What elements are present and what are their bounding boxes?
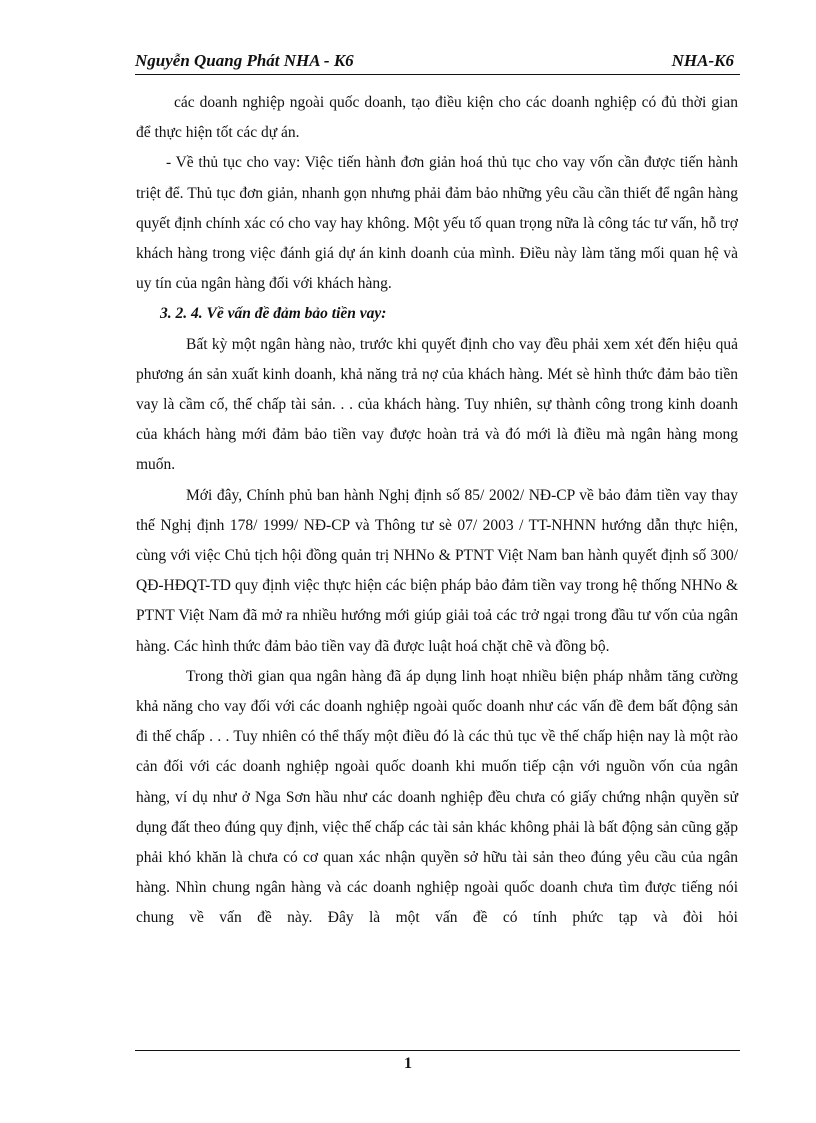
paragraph-5: Trong thời gian qua ngân hàng đã áp dụng linh hoạt nhiều biện pháp nhằm tăng cường khả năng cho vay đối với các doanh nghiệp ngoài quốc doanh như các vấn đề đem bất động sản đi thế chấp . . . Tuy nhiên có thể thấy một điều đó là các thủ tục về thế chấp hiện nay là một rào cản đối với các doanh nghiệp ngoài quốc doanh khi muốn tiếp cận với nguồn vốn của ngân hàng, ví dụ như ở Nga Sơn hầu như các doanh nghiệp đều chưa có giấy chứng nhận quyền sử dụng đất theo đúng quy định, việc thế chấp các tài sản khác không phải là bất động sản cũng gặp phải khó khăn là chưa có cơ quan xác nhận quyền sở hữu tài sản theo đúng yêu cầu của ngân hàng. Nhìn chung ngân hàng và các doanh nghiệp ngoài quốc doanh chưa tìm được tiếng nói chung về vấn đề này. Đây là một vấn đề có tính phức tạp và đòi hỏi xyxy=(136,667,738,927)
header-author: Nguyễn Quang Phát NHA - K6 xyxy=(135,51,354,70)
header-code: NHA-K6 xyxy=(671,51,734,70)
footer-divider xyxy=(135,1050,740,1051)
page-number: 1 xyxy=(404,1055,412,1072)
paragraph-2: - Về thủ tục cho vay: Việc tiến hành đơn giản hoá thủ tục cho vay vốn cần được tiến hành triệt để. Thủ tục đơn giản, nhanh gọn nhưng phải đảm bảo những yêu cầu cần thiết để ngân hàng quyết định chính xác có cho vay hay không. Một yếu tố quan trọng nữa là công tác tư vấn, hỗ trợ khách hàng trong việc đánh giá dự án kinh doanh của mình. Điều này làm tăng mối quan hệ và uy tín của ngân hàng đối với khách hàng. xyxy=(136,154,738,293)
paragraph-3: Bất kỳ một ngân hàng nào, trước khi quyết định cho vay đều phải xem xét đến hiệu quả phương án sản xuất kinh doanh, khả năng trả nợ của khách hàng. Mét sè hình thức đảm bảo tiền vay là cầm cố, thế chấp tài sản. . . của khách hàng. Tuy nhiên, sự thành công trong kinh doanh của khách hàng mới đảm bảo tiền vay được hoàn trả và đó mới là điều mà ngân hàng mong muốn. xyxy=(136,335,738,474)
section-heading: 3. 2. 4. Về vấn đề đảm bảo tiền vay: xyxy=(160,305,387,323)
document-body xyxy=(136,88,738,934)
paragraph-1: các doanh nghiệp ngoài quốc doanh, tạo điều kiện cho các doanh nghiệp có đủ thời gian để thực hiện tốt các dự án. xyxy=(136,94,738,142)
paragraph-4: Mới đây, Chính phủ ban hành Nghị định số 85/ 2002/ NĐ-CP về bảo đảm tiền vay thay thế Nghị định 178/ 1999/ NĐ-CP và Thông tư sè 07/ 2003 / TT-NHNN hướng dẫn thực hiện, cùng với việc Chủ tịch hội đồng quản trị NHNo & PTNT Việt Nam ban hành quyết định số 300/ QĐ-HĐQT-TD quy định việc thực hiện các biện pháp bảo đảm tiền vay trong hệ thống NHNo & PTNT Việt Nam đã mở ra nhiều hướng mới giúp giải toả các trở ngại trong đầu tư vốn của ngân hàng. Các hình thức đảm bảo tiền vay đã được luật hoá chặt chẽ và đồng bộ. xyxy=(136,486,738,655)
page-header xyxy=(135,50,740,75)
